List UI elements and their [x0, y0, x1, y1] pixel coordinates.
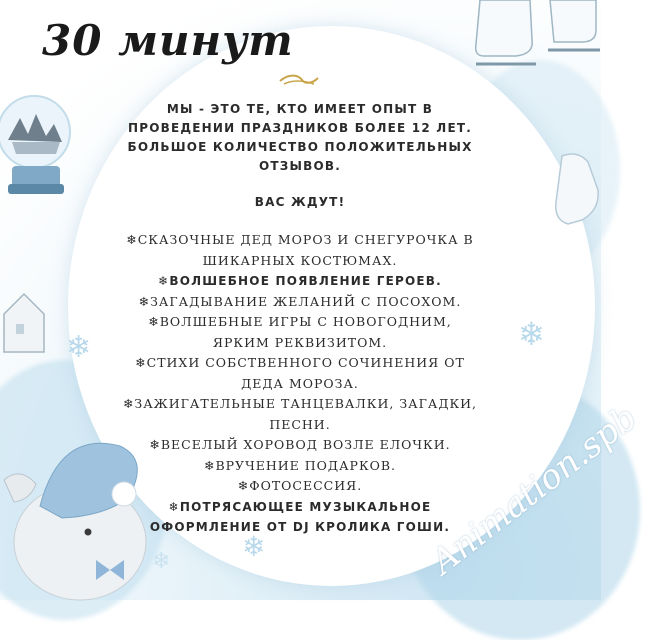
intro-line: ОТЗЫВОВ. [259, 159, 341, 173]
program-item: ❄ВРУЧЕНИЕ ПОДАРКОВ. [203, 457, 397, 473]
content-block [120, 100, 480, 538]
snowflake-icon: ❄ [518, 316, 545, 352]
glove-icon [548, 150, 601, 230]
program-item: ❄ВОЛШЕБНЫЕ ИГРЫ С НОВОГОДНИМ, [148, 314, 452, 329]
program-item: ❄СКАЗОЧНЫЕ ДЕД МОРОЗ И СНЕГУРОЧКА В [126, 232, 474, 247]
page-title: 30 минут [42, 16, 294, 65]
intro-line: БОЛЬШОЕ КОЛИЧЕСТВО ПОЛОЖИТЕЛЬНЫХ [127, 140, 473, 154]
intro-line: ПРОВЕДЕНИИ ПРАЗДНИКОВ БОЛЕЕ 12 ЛЕТ. [127, 121, 472, 135]
watermark: Animation.spb [424, 397, 645, 583]
program-item: ДЕДА МОРОЗА. [241, 375, 359, 391]
program-list [120, 230, 480, 538]
snowflake-icon: ❄ [152, 548, 171, 573]
intro-text [120, 100, 480, 176]
snow-globe-icon [0, 88, 80, 198]
program-item: ❄ФОТОСЕССИЯ. [237, 478, 363, 493]
awaits-heading: ВАС ЖДУТ! [254, 195, 346, 209]
snowy-house-icon [0, 288, 50, 358]
ornament-swirl-icon [278, 72, 320, 88]
program-item: ❄ВЕСЕЛЫЙ ХОРОВОД ВОЗЛЕ ЕЛОЧКИ. [149, 437, 451, 452]
program-item: ОФОРМЛЕНИЕ ОТ DJ КРОЛИКА ГОШИ. [149, 520, 451, 534]
program-item: ШИКАРНЫХ КОСТЮМАХ. [202, 252, 398, 268]
snowflake-icon: ❄ [66, 331, 92, 364]
program-item: ❄ВОЛШЕБНОЕ ПОЯВЛЕНИЕ ГЕРОЕВ. [158, 274, 442, 288]
ice-skates-icon [470, 0, 601, 82]
program-item: ❄ЗАЖИГАТЕЛЬНЫЕ ТАНЦЕВАЛКИ, ЗАГАДКИ, [122, 396, 478, 411]
program-item: ПЕСНИ. [269, 416, 331, 432]
program-item: ❄ПОТРЯСАЮЩЕЕ МУЗЫКАЛЬНОЕ [168, 499, 432, 514]
program-item: ❄СТИХИ СОБСТВЕННОГО СОЧИНЕНИЯ ОТ [135, 355, 465, 370]
intro-line: МЫ - ЭТО ТЕ, КТО ИМЕЕТ ОПЫТ В [166, 102, 434, 116]
program-item: ❄ЗАГАДЫВАНИЕ ЖЕЛАНИЙ С ПОСОХОМ. [138, 293, 462, 309]
program-item: ЯРКИМ РЕКВИЗИТОМ. [212, 334, 388, 350]
snowflake-icon: ❄ [242, 531, 266, 562]
